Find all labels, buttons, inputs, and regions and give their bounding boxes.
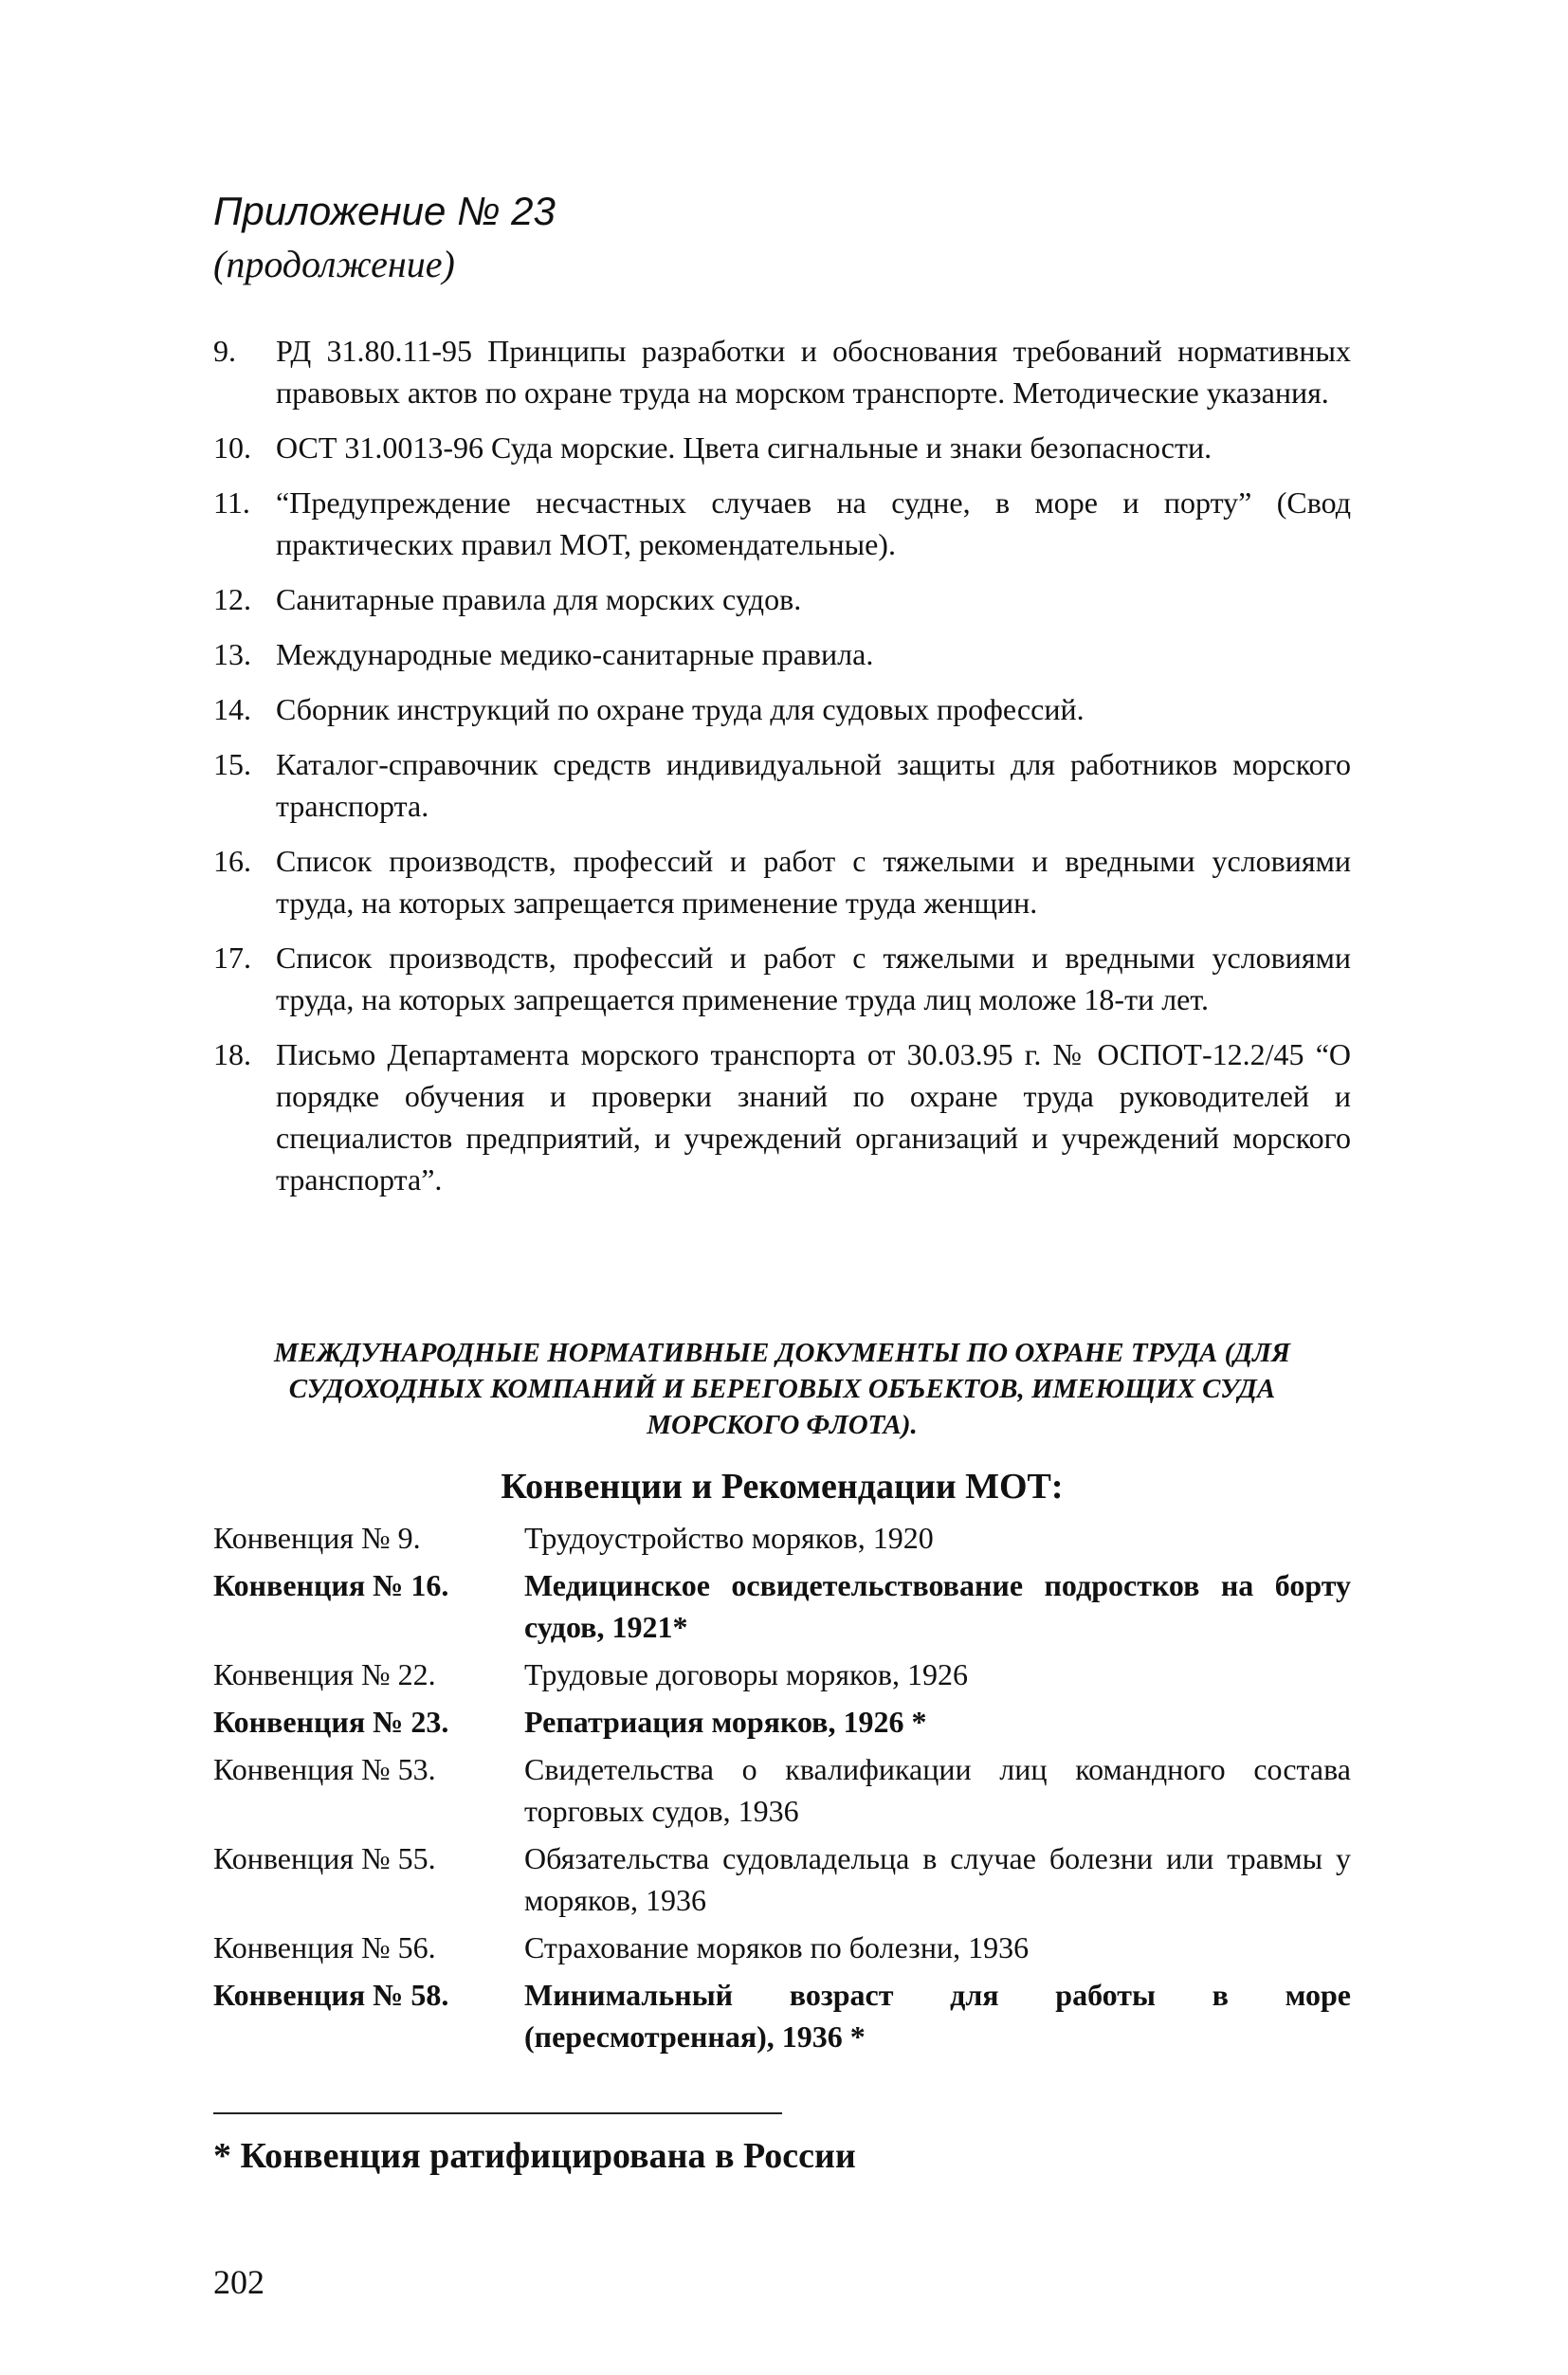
reference-item: [213, 427, 1351, 468]
reference-number: 18.: [213, 1037, 251, 1071]
footnote: * Конвенция ратифицирована в России: [213, 2136, 856, 2176]
convention-row: [213, 1837, 1351, 1921]
reference-text: Международные медико-санитарные правила.: [276, 637, 874, 671]
convention-row: [213, 1974, 1351, 2057]
convention-row: [213, 1701, 1351, 1743]
convention-description: Медицинское освидетельствование подростков на борту судов, 1921*: [524, 1568, 1351, 1644]
convention-row: [213, 1564, 1351, 1648]
convention-row: [213, 1748, 1351, 1832]
reference-number: 15.: [213, 747, 251, 781]
convention-name: Конвенция № 58.: [213, 1978, 449, 2012]
convention-description: Страхование моряков по болезни, 1936: [524, 1930, 1030, 1964]
reference-text: РД 31.80.11-95 Принципы разработки и обоснования требований нормативных правовых актов по охране труда на морском транспорте. Методические указания.: [276, 334, 1351, 410]
convention-row: [213, 1653, 1351, 1695]
reference-item: [213, 840, 1351, 923]
convention-description: Минимальный возраст для работы в море (пересмотренная), 1936 *: [524, 1978, 1351, 2054]
reference-text: “Предупреждение несчастных случаев на судне, в море и порту” (Свод практических правил МОТ, рекомендательные).: [276, 485, 1351, 561]
convention-name: Конвенция № 16.: [213, 1568, 449, 1602]
conventions-subheading: Конвенции и Рекомендации МОТ:: [501, 1467, 1064, 1507]
convention-name: Конвенция № 56.: [213, 1930, 436, 1964]
reference-text: Санитарные правила для морских судов.: [276, 582, 802, 616]
reference-item: [213, 578, 1351, 620]
conventions-list: [213, 1517, 1351, 2063]
convention-name: Конвенция № 53.: [213, 1752, 436, 1786]
reference-text: ОСТ 31.0013-96 Суда морские. Цвета сигнальные и знаки безопасности.: [276, 430, 1212, 465]
convention-name: Конвенция № 9.: [213, 1521, 421, 1555]
reference-number: 17.: [213, 941, 251, 975]
convention-row: [213, 1517, 1351, 1559]
convention-name: Конвенция № 23.: [213, 1705, 449, 1739]
section-heading: МЕЖДУНАРОДНЫЕ НОРМАТИВНЫЕ ДОКУМЕНТЫ ПО ОХРАНЕ ТРУДА (ДЛЯ СУДОХОДНЫХ КОМПАНИЙ И БЕРЕГОВЫХ ОБЪЕКТОВ, ИМЕЮЩИХ СУДА МОРСКОГО ФЛОТА).: [273, 1338, 1290, 1440]
reference-item: [213, 330, 1351, 413]
appendix-subtitle: (продолжение): [213, 243, 455, 285]
convention-name: Конвенция № 55.: [213, 1841, 436, 1875]
reference-item: [213, 743, 1351, 827]
reference-number: 11.: [213, 485, 250, 520]
convention-description: Трудовые договоры моряков, 1926: [524, 1657, 968, 1691]
appendix-title: Приложение № 23: [213, 189, 556, 233]
reference-number: 10.: [213, 430, 251, 465]
reference-number: 16.: [213, 844, 251, 878]
convention-name: Конвенция № 22.: [213, 1657, 436, 1691]
reference-text: Каталог-справочник средств индивидуальной защиты для работников морского транспорта.: [276, 747, 1351, 823]
reference-item: [213, 688, 1351, 730]
reference-item: [213, 1033, 1351, 1200]
reference-number: 12.: [213, 582, 251, 616]
convention-row: [213, 1927, 1351, 1968]
convention-description: Трудоустройство моряков, 1920: [524, 1521, 934, 1555]
reference-text: Список производств, профессий и работ с тяжелыми и вредными условиями труда, на которых запрещается применение труда лиц моложе 18-ти лет.: [276, 941, 1351, 1016]
reference-text: Сборник инструкций по охране труда для судовых профессий.: [276, 692, 1085, 726]
reference-text: Список производств, профессий и работ с тяжелыми и вредными условиями труда, на которых запрещается применение труда женщин.: [276, 844, 1351, 920]
reference-number: 13.: [213, 637, 251, 671]
footnote-divider: [213, 2112, 782, 2114]
reference-text: Письмо Департамента морского транспорта от 30.03.95 г. № ОСПОТ-12.2/45 “О порядке обучения и проверки знаний по охране труда руководителей и специалистов предприятий, и учреждений организаций и учреждений морского транспорта”.: [276, 1037, 1351, 1197]
reference-number: 14.: [213, 692, 251, 726]
reference-list: [213, 330, 1351, 1214]
convention-description: Обязательства судовладельца в случае болезни или травмы у моряков, 1936: [524, 1841, 1351, 1917]
reference-item: [213, 937, 1351, 1020]
reference-number: 9.: [213, 334, 236, 368]
reference-item: [213, 482, 1351, 565]
page-number: 202: [213, 2263, 264, 2301]
convention-description: Свидетельства о квалификации лиц командного состава торговых судов, 1936: [524, 1752, 1351, 1828]
convention-description: Репатриация моряков, 1926 *: [524, 1705, 927, 1739]
reference-item: [213, 633, 1351, 675]
